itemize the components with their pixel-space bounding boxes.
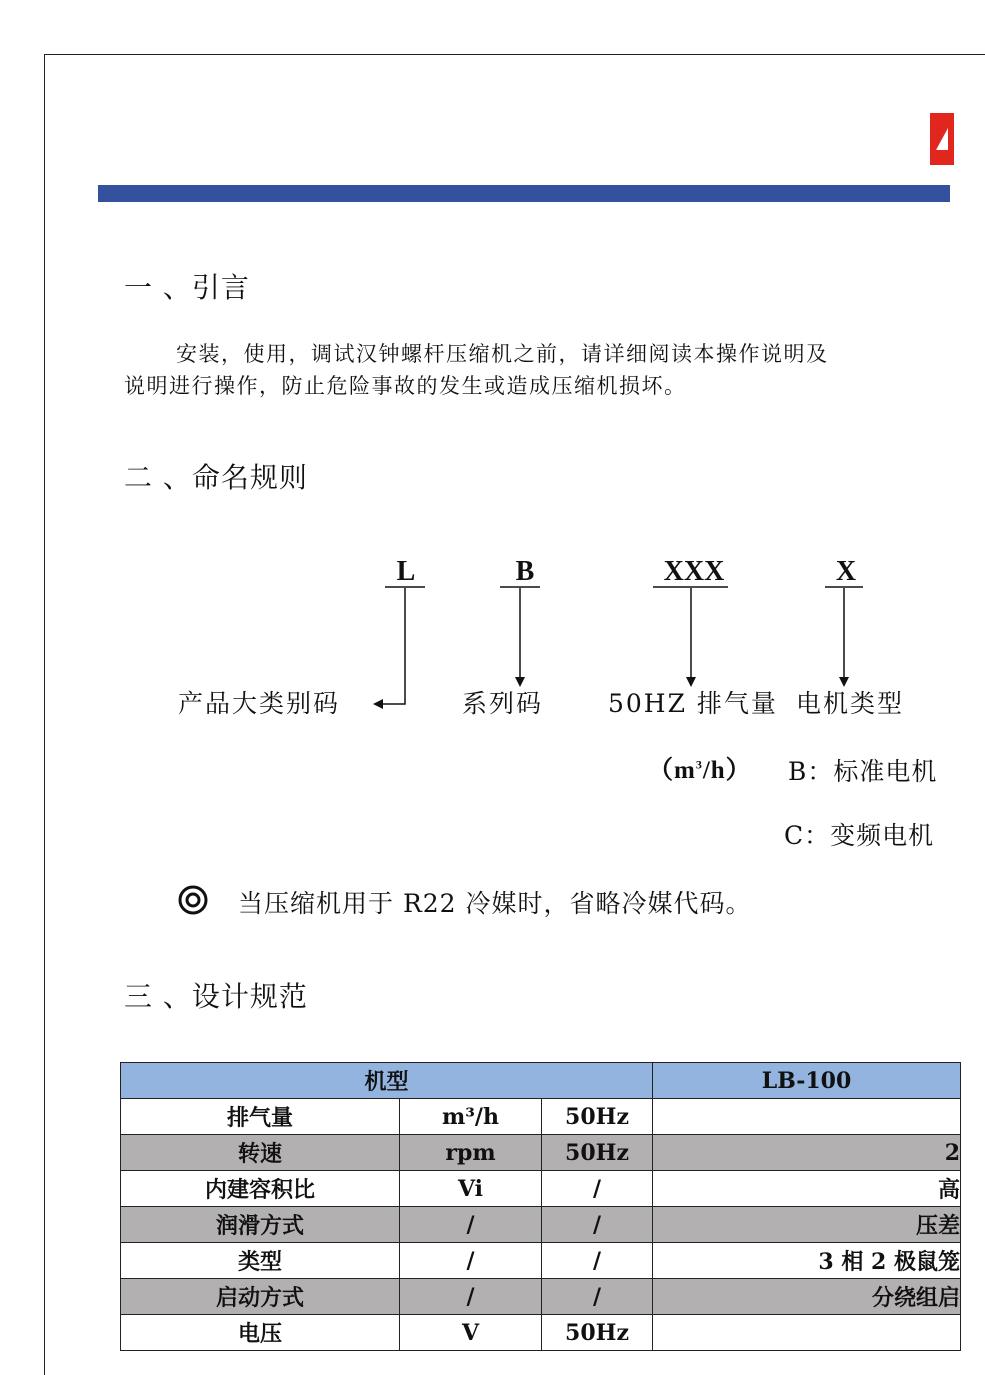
double-circle-icon xyxy=(178,885,208,915)
code-letter-series: B xyxy=(515,556,535,587)
table-cell-unit: rpm xyxy=(400,1135,542,1171)
table-row xyxy=(121,1207,961,1243)
table-header-model: 机型 xyxy=(121,1063,653,1099)
table-cell-unit: / xyxy=(400,1207,542,1243)
table-cell-parameter: 内建容积比 xyxy=(121,1171,400,1207)
table-cell-frequency: 50Hz xyxy=(542,1315,653,1351)
table-cell-value xyxy=(653,1315,961,1351)
table-cell-unit: V xyxy=(400,1315,542,1351)
table-cell-value: 压差 xyxy=(653,1207,961,1243)
code-letter-category: L xyxy=(396,556,416,587)
table-cell-frequency: 50Hz xyxy=(542,1099,653,1135)
table-row xyxy=(121,1135,961,1171)
header-bar xyxy=(98,185,950,202)
motor-type-inverter: C：变频电机 xyxy=(784,821,935,850)
code-letter-displacement: XXX xyxy=(663,556,725,587)
table-cell-frequency: / xyxy=(542,1171,653,1207)
brand-logo-mark xyxy=(936,128,948,150)
table-cell-parameter: 电压 xyxy=(121,1315,400,1351)
label-displacement: 50HZ 排气量 xyxy=(608,689,778,718)
table-cell-frequency: / xyxy=(542,1207,653,1243)
table-cell-parameter: 排气量 xyxy=(121,1099,400,1135)
table-cell-unit: Vi xyxy=(400,1171,542,1207)
label-series-code: 系列码 xyxy=(462,689,544,718)
spec-table xyxy=(120,1062,961,1351)
table-cell-unit: / xyxy=(400,1279,542,1315)
table-header-model-value: LB-100 xyxy=(653,1063,961,1099)
table-cell-value xyxy=(653,1099,961,1135)
table-row xyxy=(121,1315,961,1351)
table-cell-frequency: 50Hz xyxy=(542,1135,653,1171)
label-motor-type: 电机类型 xyxy=(796,689,905,718)
displacement-unit: $(m^3/h)$ xyxy=(648,757,752,784)
label-category-code: 产品大类别码 xyxy=(178,689,341,718)
motor-type-standard: B：标准电机 xyxy=(788,757,938,786)
section-heading-design-spec: 三 、设计规范 xyxy=(124,980,308,1013)
code-letter-motor: X xyxy=(835,556,857,587)
table-cell-parameter: 转速 xyxy=(121,1135,400,1171)
table-row xyxy=(121,1171,961,1207)
table-cell-parameter: 润滑方式 xyxy=(121,1207,400,1243)
table-cell-frequency: / xyxy=(542,1279,653,1315)
table-header-row xyxy=(121,1063,961,1099)
table-cell-parameter: 启动方式 xyxy=(121,1279,400,1315)
table-cell-unit: m³/h xyxy=(400,1099,542,1135)
section-heading-naming-rules: 二 、命名规则 xyxy=(124,461,308,494)
refrigerant-note: 当压缩机用于 R22 冷媒时，省略冷媒代码。 xyxy=(238,889,752,918)
table-cell-unit: / xyxy=(400,1243,542,1279)
table-cell-frequency: / xyxy=(542,1243,653,1279)
table-row xyxy=(121,1243,961,1279)
section-heading-introduction: 一 、引言 xyxy=(124,271,250,304)
intro-paragraph-line-1: 安装，使用，调试汉钟螺杆压缩机之前，请详细阅读本操作说明及 xyxy=(176,342,829,366)
table-cell-value: 2 xyxy=(653,1135,961,1171)
table-cell-parameter: 类型 xyxy=(121,1243,400,1279)
intro-paragraph-line-2: 说明进行操作，防止危险事故的发生或造成压缩机损坏。 xyxy=(124,374,687,398)
table-row xyxy=(121,1099,961,1135)
table-cell-value: 分绕组启 xyxy=(653,1279,961,1315)
table-row xyxy=(121,1279,961,1315)
table-cell-value: 高 xyxy=(653,1171,961,1207)
table-cell-value: 3 相 2 极鼠笼 xyxy=(653,1243,961,1279)
